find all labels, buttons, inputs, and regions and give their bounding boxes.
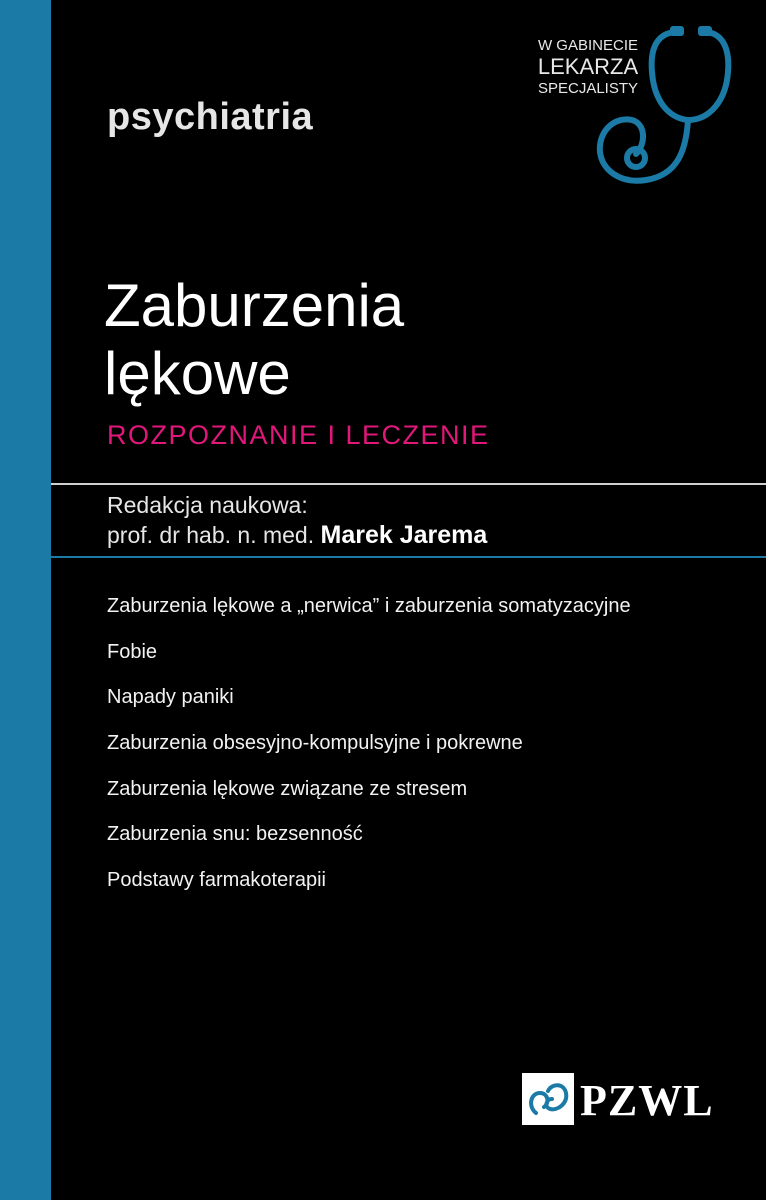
editor-academic-title: prof. dr hab. n. med.	[107, 522, 315, 548]
divider-top	[51, 483, 766, 485]
book-subtitle: ROZPOZNANIE I LECZENIE	[107, 420, 490, 450]
editor-line	[107, 520, 487, 550]
book-title	[104, 272, 404, 408]
editor-label: Redakcja naukowa:	[107, 492, 308, 518]
topic-item: Podstawy farmakoterapii	[107, 869, 326, 892]
topic-item: Zaburzenia snu: bezsenność	[107, 823, 363, 846]
series-brand	[528, 36, 648, 98]
brand-line-3: SPECJALISTY	[537, 80, 639, 97]
topic-item: Zaburzenia lękowe związane ze stresem	[107, 777, 468, 800]
editor-name: Marek Jarema	[320, 521, 488, 549]
title-line-2: lękowe	[104, 340, 291, 407]
topic-item: Zaburzenia lękowe a „nerwica” i zaburzenia somatyzacyjne	[107, 595, 631, 617]
topic-item: Napady paniki	[107, 686, 234, 709]
editor-block	[107, 490, 487, 550]
topics-list	[107, 593, 631, 913]
topic-item: Fobie	[107, 640, 158, 663]
pzwl-logo-icon	[522, 1073, 574, 1125]
brand-line-1: W GABINECIE	[537, 37, 638, 54]
series-label: psychiatria	[107, 96, 314, 138]
spine-stripe	[0, 0, 51, 1200]
divider-bottom	[51, 556, 766, 558]
topic-item: Zaburzenia obsesyjno-kompulsyjne i pokrewne	[107, 732, 523, 755]
publisher-name: PZWL	[580, 1076, 714, 1125]
brand-line-2: LEKARZA	[537, 54, 639, 79]
title-line-1: Zaburzenia	[104, 272, 405, 339]
